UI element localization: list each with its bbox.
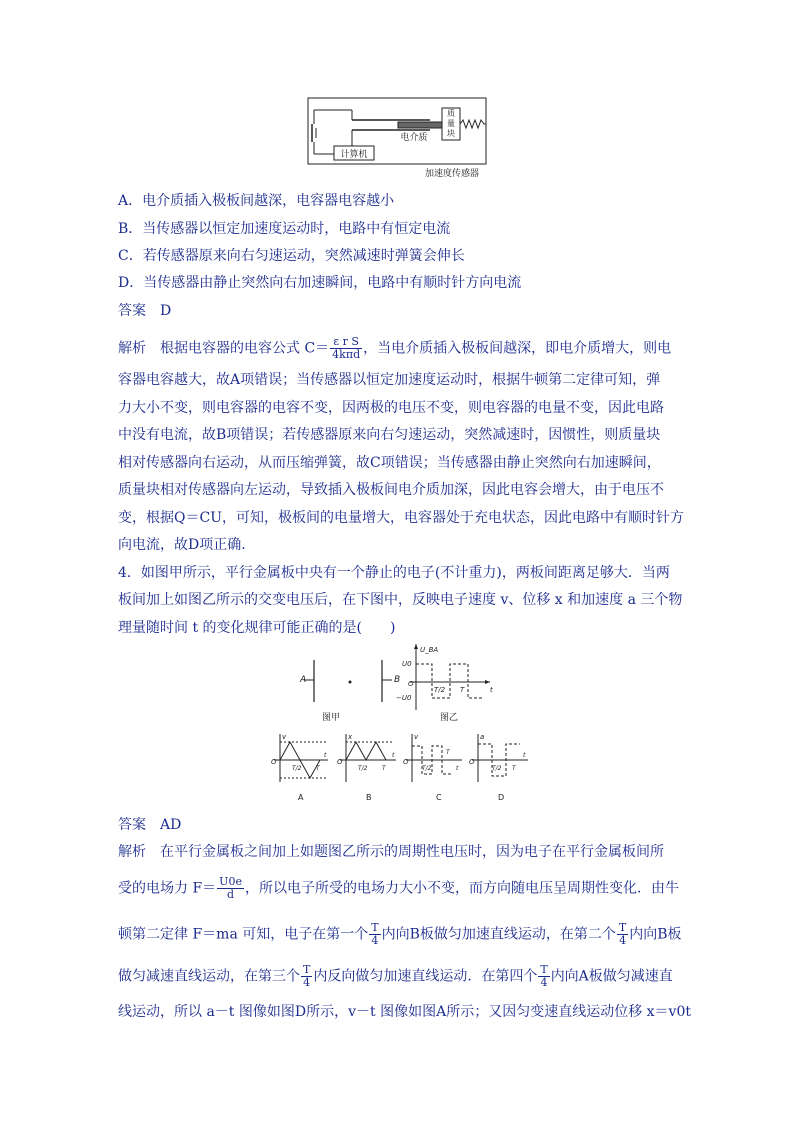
answer-1: 答案 D: [118, 303, 172, 319]
figure-caption: 加速度传感器: [424, 169, 480, 179]
question-4-line-3: 理量随时间 t 的变化规律可能正确的是( ): [118, 620, 396, 636]
graph-a-T: T: [316, 765, 320, 772]
dielectric-label: 电介质: [400, 133, 428, 143]
analysis-1-line-4: 中没有电流，故B项错误；若传感器原来向右匀速运动，突然减速时，因惯性，则质量块: [118, 427, 661, 443]
graph-d-y: a: [480, 733, 485, 741]
analysis-2-line-2: [118, 876, 679, 901]
graph-c: [403, 733, 462, 802]
analysis-1-line-6: 质量块相对传感器向左运动，导致插入极板间电介质加深，因此电容会增大，由于电压不: [118, 482, 664, 498]
analysis-2-line-1: 解析 在平行金属板之间加上如题图乙所示的周期性电压时，因为电子在平行金属板间所: [118, 844, 664, 860]
analysis-1-line-5: 相对传感器向右运动，从而压缩弹簧，故C项错误；当传感器由静止突然向右加速瞬间，: [118, 455, 661, 471]
answer-2: 答案 AD: [118, 817, 182, 833]
fig-yi-caption: 图乙: [440, 713, 459, 723]
graph-d-origin: O: [469, 758, 475, 766]
graph-d-T: T: [512, 765, 516, 772]
graph-b: [337, 733, 396, 802]
graph-c-t: t: [456, 765, 459, 772]
graph-b-letter: B: [366, 793, 372, 802]
analysis-2-line-5: 线运动，所以 a－t 图像如图D所示，v－t 图像如图A所示；又因匀变速直线运动位移 x＝v0t: [118, 1004, 691, 1020]
graph-a-t: t: [324, 752, 327, 759]
plate-a-label: A: [300, 675, 307, 685]
yi-half-period-label: T/2: [434, 686, 446, 694]
option-a: A．电介质插入极板间越深，电容器电容越小: [118, 193, 395, 209]
q4-figure-top: [290, 640, 510, 724]
graph-c-y: v: [414, 733, 419, 741]
yi-neg-u0-label: −U0: [396, 694, 412, 702]
quarter-period-2: $\frac{T}{4}$: [618, 921, 627, 947]
quarter-period-4: $\frac{T}{4}$: [540, 963, 548, 989]
mass-label-1: 质: [447, 109, 455, 118]
yi-u0-label: U0: [402, 660, 412, 668]
graph-d-letter: D: [498, 793, 505, 802]
graph-b-t2: T/2: [358, 765, 368, 772]
analysis-1-tail: ，当电介质插入极板间越深，即电介质增大，则电: [363, 340, 672, 357]
question-4-line-2: 板间加上如图乙所示的交变电压后，在下图中，反映电子速度 v、位移 x 和加速度 a 三个物: [118, 592, 683, 608]
graph-c-t2: T/2: [422, 765, 432, 772]
yi-t-label: t: [490, 686, 493, 694]
accelerometer-figure: [300, 96, 500, 180]
analysis-1-line-7: 变，根据Q＝CU，可知，极板间的电量增大，电容器处于充电状态，因此电路中有顺时针方: [118, 510, 684, 526]
graph-c-letter: C: [436, 793, 442, 802]
analysis-2-line-3: 顿第二定律 F＝ma 可知，电子在第一个 $\frac{T}{4}$ 内向B板做匀加速直线运动，在第二个 $\frac{T}{4}$ 内向B板: [118, 921, 682, 947]
graph-d: [469, 733, 528, 802]
yi-axis-label: U_BA: [420, 646, 439, 654]
graph-c-origin: O: [403, 758, 409, 766]
graph-a-origin: O: [271, 758, 277, 766]
analysis-1-line-8: 向电流，故D项正确．: [118, 537, 256, 553]
graph-a-t2: T/2: [292, 765, 302, 772]
mass-label-2: 量: [447, 119, 455, 128]
quarter-period-3: $\frac{T}{4}$: [303, 963, 311, 989]
capacitance-fraction: $\frac{\text{ε r S}}{\text{4kπd}}$: [332, 335, 361, 361]
analysis-1-line-1: [118, 336, 671, 361]
graph-a-letter: A: [298, 793, 304, 802]
analysis-2-line-4: 做匀减速直线运动，在第三个 $\frac{T}{4}$ 内反向做匀加速直线运动．在第四个 $\frac{T}{4}$ 内向A板做匀减速直: [118, 963, 673, 989]
question-4-line-1: 4．如图甲所示，平行金属板中央有一个静止的电子(不计重力)，两板间距离足够大．当两: [118, 565, 670, 581]
computer-label: 计算机: [340, 150, 368, 160]
yi-period-label: T: [460, 686, 465, 694]
analysis-1-line-3: 力大小不变，则电容器的电容不变，因两极的电压不变，则电容器的电量不变，因此电路: [118, 400, 664, 416]
analysis-2-l2b: ，所以电子所受的电场力大小不变，而方向随电压呈周期性变化．由牛: [244, 880, 679, 897]
option-b: B．当传感器以恒定加速度运动时，电路中有恒定电流: [118, 221, 451, 237]
analysis-2-l2a: 受的电场力 F＝: [118, 880, 217, 897]
graph-b-origin: O: [337, 758, 343, 766]
graph-d-t2: T/2: [492, 765, 502, 772]
analysis-1-lead: 解析 根据电容器的电容公式 C＝: [118, 340, 330, 357]
option-c: C．若传感器原来向右匀速运动，突然减速时弹簧会伸长: [118, 248, 465, 264]
mass-label-3: 块: [447, 129, 455, 138]
analysis-1-line-2: 容器电容越大，故A项错误；当传感器以恒定加速度运动时，根据牛顿第二定律可知，弹: [118, 372, 661, 388]
option-d: D．当传感器由静止突然向右加速瞬间，电路中有顺时针方向电流: [118, 275, 522, 291]
electron-dot: [349, 681, 352, 684]
force-fraction: $\frac{U0e}{d}$: [219, 875, 242, 901]
graph-b-t: t: [392, 752, 395, 759]
graph-b-y: x: [348, 733, 353, 741]
yi-origin-label: O: [408, 680, 414, 688]
plate-b-label: B: [394, 675, 401, 685]
q4-option-graphs: [266, 730, 530, 806]
graph-c-T: T: [446, 749, 450, 756]
graph-a: [271, 733, 328, 802]
graph-b-T: T: [382, 765, 386, 772]
graph-d-t: t: [523, 752, 526, 759]
fig-jia-caption: 图甲: [322, 713, 341, 723]
quarter-period-1: $\frac{T}{4}$: [371, 921, 379, 947]
graph-a-y: v: [282, 733, 287, 741]
